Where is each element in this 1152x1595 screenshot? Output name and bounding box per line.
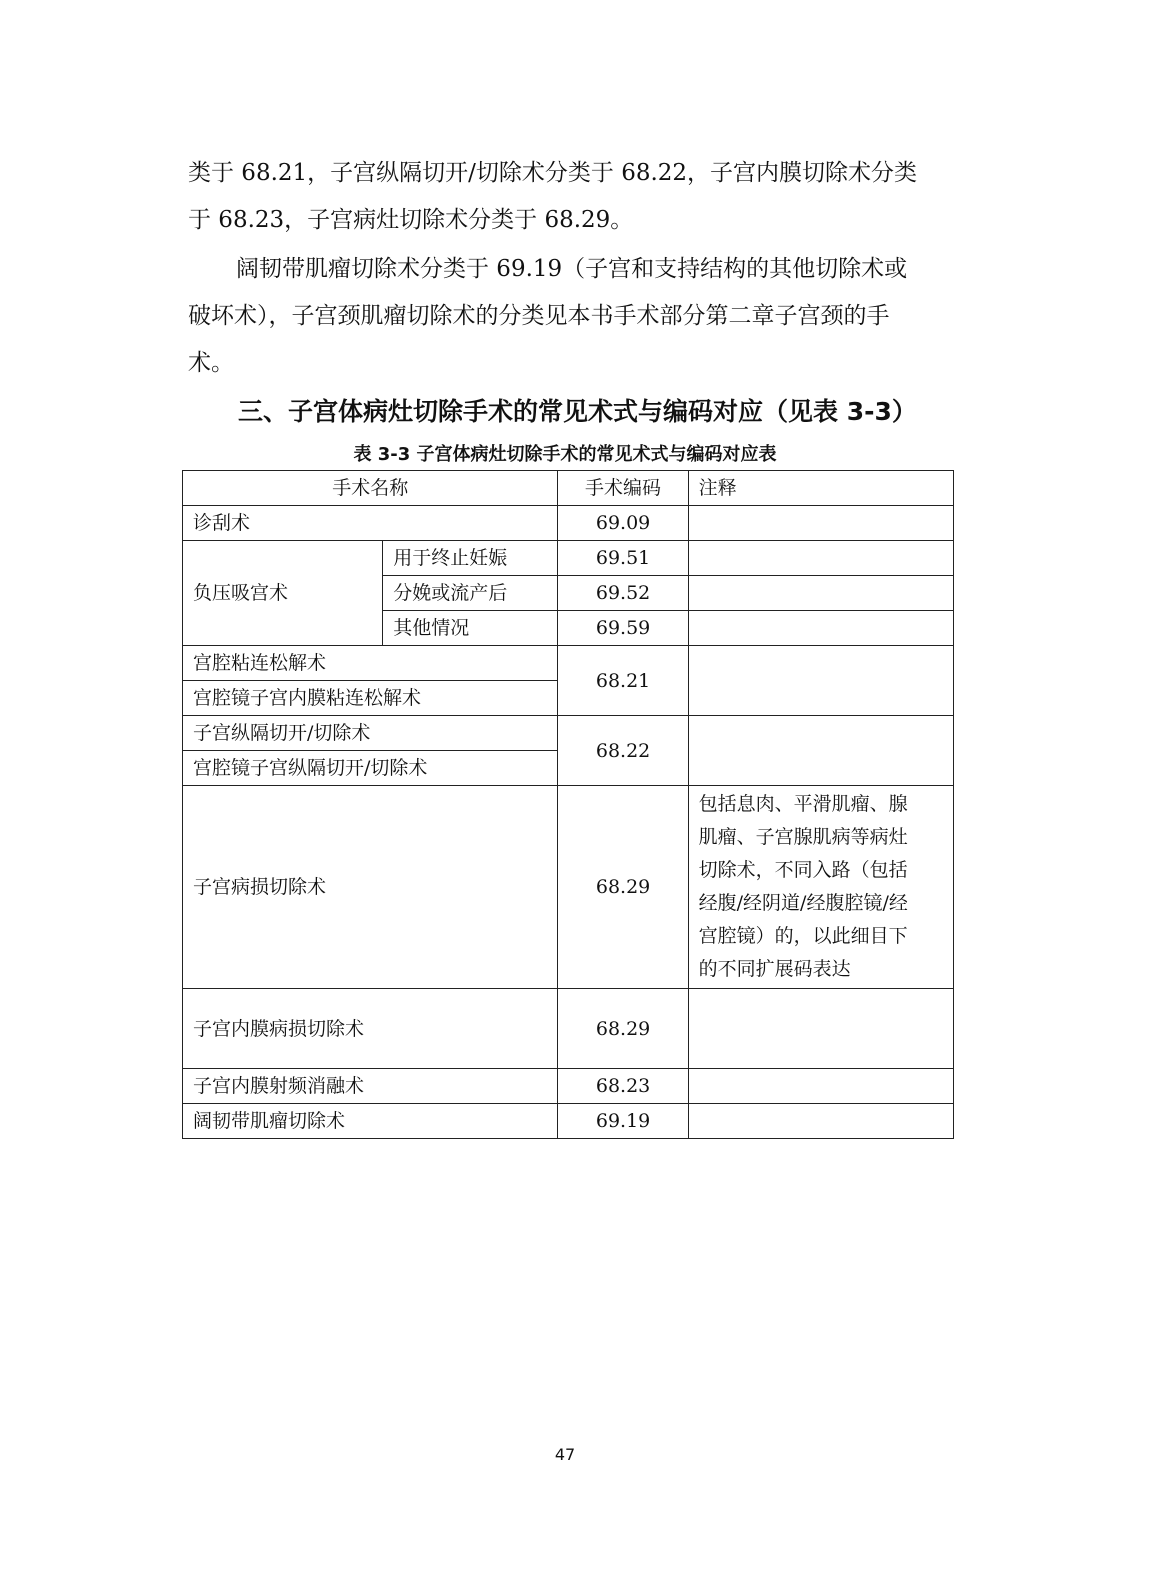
paragraph-classification (188, 150, 958, 244)
table-row (183, 1069, 954, 1104)
procedure-code-cell: 69.09 (558, 506, 688, 541)
procedure-name-cell: 宫腔镜子宫内膜粘连松解术 (183, 681, 558, 716)
section-heading: 三、子宫体病灶切除手术的常见术式与编码对应（见表 3-3） (238, 397, 917, 426)
procedure-code-cell: 69.59 (558, 611, 688, 646)
procedure-code-cell: 68.29 (558, 989, 688, 1069)
procedure-code-cell: 68.23 (558, 1069, 688, 1104)
notes-cell (688, 506, 953, 541)
procedure-code-cell: 69.51 (558, 541, 688, 576)
procedure-name-cell: 阔韧带肌瘤切除术 (183, 1104, 558, 1139)
procedure-name-cell: 子宫纵隔切开/切除术 (183, 716, 558, 751)
procedure-name-cell: 子宫内膜射频消融术 (183, 1069, 558, 1104)
notes-cell (688, 1104, 953, 1139)
procedure-subtype-cell: 用于终止妊娠 (383, 541, 558, 576)
procedure-name-cell: 子宫病损切除术 (183, 786, 558, 989)
paragraph-broad-ligament (188, 246, 958, 387)
paragraph-line: 类于 68.21，子宫纵隔切开/切除术分类于 68.22，子宫内膜切除术分类 (188, 160, 918, 186)
procedure-name-cell: 宫腔粘连松解术 (183, 646, 558, 681)
table-row (183, 1104, 954, 1139)
procedure-code-table (182, 470, 954, 1139)
procedure-code-cell: 69.19 (558, 1104, 688, 1139)
paragraph-line: 于 68.23，子宫病灶切除术分类于 68.29。 (188, 207, 634, 233)
page-number: 47 (554, 1445, 576, 1464)
procedure-name-cell: 宫腔镜子宫纵隔切开/切除术 (183, 751, 558, 786)
notes-cell (688, 576, 953, 611)
note-line: 宫腔镜）的，以此细目下 (698, 925, 908, 947)
notes-cell (688, 786, 953, 989)
notes-cell (688, 1069, 953, 1104)
table-row (183, 989, 954, 1069)
header-procedure-name: 手术名称 (183, 471, 558, 506)
procedure-name-cell: 子宫内膜病损切除术 (183, 989, 558, 1069)
notes-cell (688, 541, 953, 576)
procedure-subtype-cell: 分娩或流产后 (383, 576, 558, 611)
header-procedure-code: 手术编码 (558, 471, 688, 506)
table-row (183, 786, 954, 989)
procedure-code-cell: 68.29 (558, 786, 688, 989)
notes-cell (688, 989, 953, 1069)
note-line: 肌瘤、子宫腺肌病等病灶 (698, 826, 908, 848)
table-caption: 表 3-3 子宫体病灶切除手术的常见术式与编码对应表 (353, 444, 777, 465)
note-line: 包括息肉、平滑肌瘤、腺 (698, 793, 908, 815)
procedure-code-cell: 69.52 (558, 576, 688, 611)
notes-cell (688, 611, 953, 646)
table-row (183, 541, 954, 576)
table-row (183, 646, 954, 681)
paragraph-line: 阔韧带肌瘤切除术分类于 69.19（子宫和支持结构的其他切除术或 (236, 256, 908, 282)
procedure-name-cell: 负压吸宫术 (183, 541, 383, 646)
procedure-code-cell: 68.21 (558, 646, 688, 716)
procedure-name-cell: 诊刮术 (183, 506, 558, 541)
table-row (183, 716, 954, 751)
procedure-subtype-cell: 其他情况 (383, 611, 558, 646)
notes-cell (688, 716, 953, 786)
header-notes: 注释 (688, 471, 953, 506)
paragraph-line: 破坏术），子宫颈肌瘤切除术的分类见本书手术部分第二章子宫颈的手 (188, 303, 890, 329)
procedure-code-cell: 68.22 (558, 716, 688, 786)
note-line: 切除术，不同入路（包括 (698, 859, 908, 881)
note-line: 的不同扩展码表达 (698, 958, 851, 980)
note-line: 经腹/经阴道/经腹腔镜/经 (698, 892, 908, 914)
paragraph-line: 术。 (188, 350, 234, 376)
table-row (183, 506, 954, 541)
notes-cell (688, 646, 953, 716)
table-header-row (183, 471, 954, 506)
